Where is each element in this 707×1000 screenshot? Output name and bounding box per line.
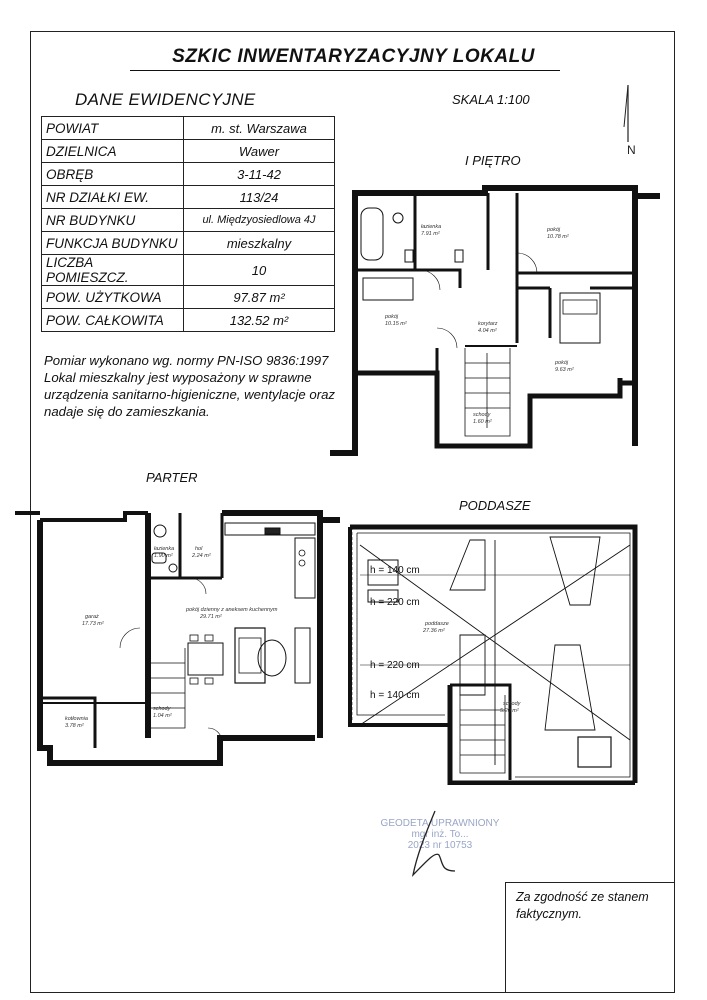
room-area: 1.04 m² xyxy=(153,713,172,719)
signature-icon xyxy=(395,805,475,885)
registry-key: POWIAT xyxy=(42,117,184,140)
floor-label-attic: PODDASZE xyxy=(459,498,531,513)
registry-value: 10 xyxy=(184,255,335,286)
table-row xyxy=(42,286,335,309)
registry-key: OBRĘB xyxy=(42,163,184,186)
room-area: 5.20 m² xyxy=(500,708,519,714)
room-label: schody xyxy=(153,706,171,712)
page-title: SZKIC INWENTARYZACYJNY LOKALU xyxy=(172,46,535,67)
height-label: h = 140 cm xyxy=(370,565,420,576)
room-area: 2.24 m² xyxy=(192,553,211,559)
registry-key: DZIELNICA xyxy=(42,140,184,163)
height-label: h = 220 cm xyxy=(370,597,420,608)
room-area: 17.73 m² xyxy=(82,621,104,627)
room-area: 4.04 m² xyxy=(478,328,497,334)
room-area: 3.78 m² xyxy=(65,723,84,729)
registry-value: 97.87 m² xyxy=(184,286,335,309)
ground-floor-plan xyxy=(10,498,340,778)
room-area: 29.71 m² xyxy=(200,614,222,620)
room-area: 7.91 m² xyxy=(421,231,440,237)
room-label: pokój dzienny z aneksem kuchennym xyxy=(186,607,278,613)
table-row xyxy=(42,117,335,140)
room-label: pokój xyxy=(555,360,569,366)
room-area: 1.60 m² xyxy=(473,419,492,425)
registry-heading: DANE EWIDENCYJNE xyxy=(75,90,256,109)
table-row xyxy=(42,209,335,232)
registry-value: 3-11-42 xyxy=(184,163,335,186)
room-area: 27.36 m² xyxy=(423,628,445,634)
table-row xyxy=(42,309,335,332)
room-area: 10.15 m² xyxy=(385,321,407,327)
registry-table xyxy=(41,116,335,332)
room-label: korytarz xyxy=(478,321,498,327)
registry-value: m. st. Warszawa xyxy=(184,117,335,140)
north-arrow-icon xyxy=(615,82,645,157)
registry-key: POW. UŻYTKOWA xyxy=(42,286,184,309)
stamp-line: 2023 nr 10753 xyxy=(407,840,473,851)
room-label: łazienka xyxy=(421,224,442,230)
conformity-box xyxy=(505,882,675,993)
scale-label: SKALA 1:100 xyxy=(452,92,530,107)
registry-key: NR DZIAŁKI EW. xyxy=(42,186,184,209)
first-floor-plan xyxy=(325,178,665,473)
attic-plan xyxy=(340,515,660,785)
table-row xyxy=(42,232,335,255)
stamp-line: GEODETA UPRAWNIONY xyxy=(380,818,500,829)
room-area: 1.90 m² xyxy=(154,553,173,559)
measurement-note: Pomiar wykonano wg. normy PN-ISO 9836:1997 Lokal mieszkalny jest wyposażony w sprawne urządzenia sanitarno-higieniczne, wentylacje oraz nadaje się do zamieszkania. xyxy=(44,353,336,419)
conformity-text: Za zgodność ze stanem faktycznym. xyxy=(516,890,649,921)
room-label: kotłownia xyxy=(65,716,88,722)
table-row xyxy=(42,140,335,163)
room-label: hol xyxy=(195,546,203,552)
height-label: h = 140 cm xyxy=(370,690,420,701)
registry-key: FUNKCJA BUDYNKU xyxy=(42,232,184,255)
room-label: pokój xyxy=(547,227,561,233)
floor-label-first: I PIĘTRO xyxy=(465,153,521,168)
north-label: N xyxy=(627,143,636,157)
registry-key: NR BUDYNKU xyxy=(42,209,184,232)
registry-value: Wawer xyxy=(184,140,335,163)
room-label: łazienka xyxy=(154,546,175,552)
room-label: schody xyxy=(503,701,521,707)
table-row xyxy=(42,255,335,286)
room-area: 10.78 m² xyxy=(547,234,569,240)
registry-key: LICZBA POMIESZCZ. xyxy=(42,255,184,286)
stamp-line: mgr inż. To... xyxy=(411,829,469,840)
table-row xyxy=(42,163,335,186)
room-label: poddasze xyxy=(425,621,449,627)
room-label: garaż xyxy=(85,614,99,620)
registry-value: 132.52 m² xyxy=(184,309,335,332)
height-label: h = 220 cm xyxy=(370,660,420,671)
room-area: 9.63 m² xyxy=(555,367,574,373)
floor-label-ground: PARTER xyxy=(146,470,198,485)
registry-key: POW. CAŁKOWITA xyxy=(42,309,184,332)
registry-value: ul. Międzyosiedlowa 4J xyxy=(184,209,335,232)
table-row xyxy=(42,186,335,209)
room-label: pokój xyxy=(385,314,399,320)
registry-value: 113/24 xyxy=(184,186,335,209)
title-underline xyxy=(130,70,560,71)
room-label: schody xyxy=(473,412,491,418)
registry-value: mieszkalny xyxy=(184,232,335,255)
